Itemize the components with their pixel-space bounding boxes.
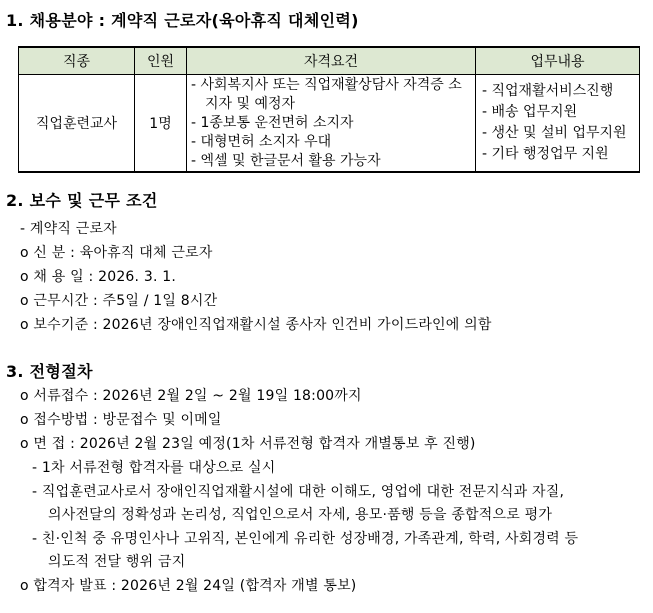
condition-line: o 근무시간 : 주5일 / 1일 8시간 bbox=[20, 293, 218, 309]
procedure-subline: 의사전달의 정확성과 논리성, 직업인으로서 자세, 용모·품행 등을 종합적으로 평가 bbox=[48, 507, 553, 523]
recruit-table bbox=[18, 46, 640, 173]
requirement-item: - 사회복지사 또는 직업재활상담사 자격증 소지자 및 예정자 bbox=[191, 76, 462, 112]
condition-line: o 보수기준 : 2026년 장애인직업재활시설 종사자 인건비 가이드라인에 의함 bbox=[20, 317, 492, 333]
section1-title: 1. 채용분야 : 계약직 근로자(육아휴직 대체인력) bbox=[6, 11, 359, 30]
procedure-subline: - 친·인척 중 유명인사나 고위직, 본인에게 유리한 성장배경, 가족관계, 학력, 사회경력 등 bbox=[32, 531, 579, 547]
requirement-item: - 1종보통 운전면허 소지자 bbox=[191, 114, 354, 131]
section2-title: 2. 보수 및 근무 조건 bbox=[6, 191, 158, 210]
condition-line: o 채 용 일 : 2026. 3. 1. bbox=[20, 269, 176, 285]
procedure-line: o 서류접수 : 2026년 2월 2일 ~ 2월 19일 18:00까지 bbox=[20, 388, 362, 404]
procedure-line: o 합격자 발표 : 2026년 2월 24일 (합격자 개별 통보) bbox=[20, 578, 357, 594]
header-job: 직종 bbox=[19, 47, 135, 75]
duty-item: - 배송 업무지원 bbox=[482, 104, 578, 120]
header-requirements: 자격요건 bbox=[187, 47, 476, 75]
requirement-item: - 대형면허 소지자 우대 bbox=[191, 133, 332, 150]
condition-line: - 계약직 근로자 bbox=[20, 221, 117, 237]
duty-item: - 기타 행정업무 지원 bbox=[482, 146, 609, 162]
section3-title: 3. 전형절차 bbox=[6, 362, 93, 381]
procedure-line: o 면 접 : 2026년 2월 23일 예정(1차 서류전형 합격자 개별통보 후 진행) bbox=[20, 436, 476, 452]
procedure-subline: - 직업훈련교사로서 장애인직업재활시설에 대한 이해도, 영업에 대한 전문지식과 자질, bbox=[32, 484, 565, 500]
requirement-item: - 엑셀 및 한글문서 활용 가능자 bbox=[191, 152, 381, 169]
duty-item: - 생산 및 설비 업무지원 bbox=[482, 125, 627, 141]
cell-requirements bbox=[187, 75, 476, 173]
procedure-subline: - 1차 서류전형 합격자를 대상으로 실시 bbox=[32, 460, 276, 476]
cell-count: 1명 bbox=[135, 75, 187, 173]
header-duties: 업무내용 bbox=[476, 47, 640, 75]
procedure-subline: 의도적 전달 행위 금지 bbox=[48, 554, 186, 570]
cell-duties bbox=[476, 75, 640, 173]
header-count: 인원 bbox=[135, 47, 187, 75]
table-row bbox=[19, 75, 640, 173]
cell-job: 직업훈련교사 bbox=[19, 75, 135, 173]
table-header-row bbox=[19, 47, 640, 75]
procedure-line: o 접수방법 : 방문접수 및 이메일 bbox=[20, 412, 222, 428]
condition-line: o 신 분 : 육아휴직 대체 근로자 bbox=[20, 245, 213, 261]
duty-item: - 직업재활서비스진행 bbox=[482, 83, 614, 99]
